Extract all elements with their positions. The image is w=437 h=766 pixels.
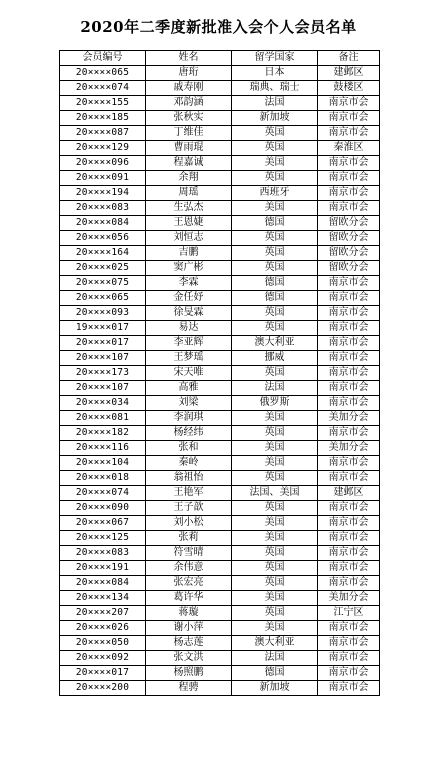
study-country-cell: 美国 xyxy=(232,516,318,531)
name-cell: 余翔 xyxy=(146,171,232,186)
study-country-cell: 英国 xyxy=(232,246,318,261)
table-row xyxy=(60,636,380,651)
member-id-cell: 20××××025 xyxy=(60,261,146,276)
study-country-cell: 英国 xyxy=(232,606,318,621)
name-cell: 杨照鹏 xyxy=(146,666,232,681)
study-country-cell: 法国 xyxy=(232,96,318,111)
member-id-cell: 20××××182 xyxy=(60,426,146,441)
remarks-cell: 南京市会 xyxy=(318,561,380,576)
name-cell: 刘梁 xyxy=(146,396,232,411)
remarks-cell: 留欧分会 xyxy=(318,216,380,231)
member-id-cell: 20××××090 xyxy=(60,501,146,516)
name-cell: 李霖 xyxy=(146,276,232,291)
table-row xyxy=(60,381,380,396)
study-country-cell: 德国 xyxy=(232,291,318,306)
study-country-cell: 俄罗斯 xyxy=(232,396,318,411)
table-row xyxy=(60,501,380,516)
table-row xyxy=(60,231,380,246)
table-row xyxy=(60,66,380,81)
remarks-cell: 南京市会 xyxy=(318,276,380,291)
member-id-cell: 20××××104 xyxy=(60,456,146,471)
remarks-cell: 南京市会 xyxy=(318,381,380,396)
name-cell: 王艳军 xyxy=(146,486,232,501)
remarks-cell: 留欧分会 xyxy=(318,246,380,261)
remarks-cell: 留欧分会 xyxy=(318,261,380,276)
name-cell: 宋天唯 xyxy=(146,366,232,381)
table-row xyxy=(60,666,380,681)
table-header xyxy=(60,51,380,66)
study-country-cell: 英国 xyxy=(232,171,318,186)
member-id-cell: 20××××093 xyxy=(60,306,146,321)
member-id-cell: 20××××083 xyxy=(60,546,146,561)
table-row xyxy=(60,186,380,201)
table-row xyxy=(60,651,380,666)
name-cell: 金任妤 xyxy=(146,291,232,306)
study-country-cell: 英国 xyxy=(232,366,318,381)
study-country-cell: 美国 xyxy=(232,156,318,171)
study-country-cell: 英国 xyxy=(232,306,318,321)
name-cell: 翁祖怡 xyxy=(146,471,232,486)
study-country-cell: 英国 xyxy=(232,426,318,441)
member-id-cell: 20××××050 xyxy=(60,636,146,651)
name-cell: 徐旻霖 xyxy=(146,306,232,321)
member-id-cell: 20××××116 xyxy=(60,441,146,456)
name-cell: 周瑶 xyxy=(146,186,232,201)
remarks-cell: 留欧分会 xyxy=(318,231,380,246)
member-id-cell: 20××××084 xyxy=(60,216,146,231)
name-cell: 戚寿刚 xyxy=(146,81,232,96)
study-country-cell: 美国 xyxy=(232,621,318,636)
remarks-cell: 南京市会 xyxy=(318,306,380,321)
remarks-cell: 南京市会 xyxy=(318,321,380,336)
name-cell: 张和 xyxy=(146,441,232,456)
member-id-cell: 20××××091 xyxy=(60,171,146,186)
study-country-cell: 法国 xyxy=(232,651,318,666)
name-cell: 余伟意 xyxy=(146,561,232,576)
member-id-cell: 20××××017 xyxy=(60,666,146,681)
name-cell: 秦岭 xyxy=(146,456,232,471)
name-cell: 葛许华 xyxy=(146,591,232,606)
table-row xyxy=(60,81,380,96)
remarks-cell: 南京市会 xyxy=(318,96,380,111)
name-cell: 张宏亮 xyxy=(146,576,232,591)
name-cell: 吉鹏 xyxy=(146,246,232,261)
table-row xyxy=(60,171,380,186)
study-country-cell: 德国 xyxy=(232,276,318,291)
name-cell: 唐珩 xyxy=(146,66,232,81)
name-cell: 邓韵涵 xyxy=(146,96,232,111)
remarks-cell: 南京市会 xyxy=(318,201,380,216)
member-id-cell: 20××××092 xyxy=(60,651,146,666)
remarks-cell: 南京市会 xyxy=(318,546,380,561)
table-row xyxy=(60,366,380,381)
member-id-cell: 20××××017 xyxy=(60,336,146,351)
study-country-cell: 英国 xyxy=(232,261,318,276)
table-row xyxy=(60,306,380,321)
member-id-cell: 20××××083 xyxy=(60,201,146,216)
table-row xyxy=(60,576,380,591)
member-id-cell: 20××××129 xyxy=(60,141,146,156)
name-cell: 刘恒志 xyxy=(146,231,232,246)
study-country-cell: 英国 xyxy=(232,141,318,156)
table-row xyxy=(60,591,380,606)
member-id-cell: 20××××034 xyxy=(60,396,146,411)
study-country-cell: 英国 xyxy=(232,231,318,246)
remarks-cell: 南京市会 xyxy=(318,666,380,681)
remarks-cell: 南京市会 xyxy=(318,396,380,411)
name-cell: 符雪晴 xyxy=(146,546,232,561)
study-country-cell: 美国 xyxy=(232,456,318,471)
member-id-cell: 20××××207 xyxy=(60,606,146,621)
table-row xyxy=(60,441,380,456)
remarks-cell: 南京市会 xyxy=(318,336,380,351)
member-id-cell: 20××××155 xyxy=(60,96,146,111)
member-id-cell: 20××××194 xyxy=(60,186,146,201)
member-id-cell: 20××××087 xyxy=(60,126,146,141)
member-id-cell: 20××××074 xyxy=(60,81,146,96)
member-id-cell: 20××××065 xyxy=(60,66,146,81)
study-country-cell: 新加坡 xyxy=(232,111,318,126)
remarks-cell: 南京市会 xyxy=(318,531,380,546)
table-row xyxy=(60,531,380,546)
header-member-id: 会员编号 xyxy=(60,51,146,66)
name-cell: 张秋实 xyxy=(146,111,232,126)
name-cell: 张莉 xyxy=(146,531,232,546)
member-id-cell: 20××××173 xyxy=(60,366,146,381)
name-cell: 李润琪 xyxy=(146,411,232,426)
member-table xyxy=(59,50,380,696)
remarks-cell: 建邺区 xyxy=(318,486,380,501)
name-cell: 谢小萍 xyxy=(146,621,232,636)
remarks-cell: 南京市会 xyxy=(318,471,380,486)
remarks-cell: 南京市会 xyxy=(318,426,380,441)
member-id-cell: 20××××056 xyxy=(60,231,146,246)
table-row xyxy=(60,411,380,426)
table-row xyxy=(60,321,380,336)
name-cell: 生弘杰 xyxy=(146,201,232,216)
remarks-cell: 南京市会 xyxy=(318,156,380,171)
remarks-cell: 南京市会 xyxy=(318,171,380,186)
study-country-cell: 法国 xyxy=(232,381,318,396)
name-cell: 高雅 xyxy=(146,381,232,396)
study-country-cell: 德国 xyxy=(232,216,318,231)
header-row xyxy=(60,51,380,66)
member-id-cell: 19××××017 xyxy=(60,321,146,336)
table-row xyxy=(60,156,380,171)
member-id-cell: 20××××026 xyxy=(60,621,146,636)
study-country-cell: 美国 xyxy=(232,411,318,426)
table-row xyxy=(60,471,380,486)
name-cell: 李亚辉 xyxy=(146,336,232,351)
table-row xyxy=(60,291,380,306)
remarks-cell: 南京市会 xyxy=(318,291,380,306)
table-row xyxy=(60,516,380,531)
study-country-cell: 美国 xyxy=(232,591,318,606)
name-cell: 王子歆 xyxy=(146,501,232,516)
remarks-cell: 美加分会 xyxy=(318,411,380,426)
remarks-cell: 南京市会 xyxy=(318,576,380,591)
remarks-cell: 南京市会 xyxy=(318,501,380,516)
study-country-cell: 英国 xyxy=(232,126,318,141)
name-cell: 丁维佳 xyxy=(146,126,232,141)
member-id-cell: 20××××164 xyxy=(60,246,146,261)
member-id-cell: 20××××107 xyxy=(60,351,146,366)
remarks-cell: 美加分会 xyxy=(318,591,380,606)
remarks-cell: 南京市会 xyxy=(318,186,380,201)
name-cell: 程嘉诚 xyxy=(146,156,232,171)
name-cell: 王梦瑶 xyxy=(146,351,232,366)
table-row xyxy=(60,276,380,291)
member-id-cell: 20××××134 xyxy=(60,591,146,606)
remarks-cell: 南京市会 xyxy=(318,351,380,366)
member-id-cell: 20××××125 xyxy=(60,531,146,546)
remarks-cell: 南京市会 xyxy=(318,651,380,666)
member-id-cell: 20××××075 xyxy=(60,276,146,291)
study-country-cell: 德国 xyxy=(232,666,318,681)
table-row xyxy=(60,246,380,261)
study-country-cell: 英国 xyxy=(232,501,318,516)
table-row xyxy=(60,396,380,411)
remarks-cell: 鼓楼区 xyxy=(318,81,380,96)
study-country-cell: 澳大利亚 xyxy=(232,336,318,351)
member-id-cell: 20××××067 xyxy=(60,516,146,531)
study-country-cell: 法国、美国 xyxy=(232,486,318,501)
member-id-cell: 20××××191 xyxy=(60,561,146,576)
member-id-cell: 20××××081 xyxy=(60,411,146,426)
study-country-cell: 英国 xyxy=(232,471,318,486)
study-country-cell: 日本 xyxy=(232,66,318,81)
name-cell: 王恩婕 xyxy=(146,216,232,231)
member-id-cell: 20××××018 xyxy=(60,471,146,486)
study-country-cell: 英国 xyxy=(232,546,318,561)
study-country-cell: 美国 xyxy=(232,441,318,456)
table-row xyxy=(60,621,380,636)
remarks-cell: 南京市会 xyxy=(318,516,380,531)
member-id-cell: 20××××107 xyxy=(60,381,146,396)
remarks-cell: 秦淮区 xyxy=(318,141,380,156)
table-row xyxy=(60,261,380,276)
table-row xyxy=(60,681,380,696)
study-country-cell: 西班牙 xyxy=(232,186,318,201)
name-cell: 刘小松 xyxy=(146,516,232,531)
name-cell: 程骋 xyxy=(146,681,232,696)
table-row xyxy=(60,201,380,216)
name-cell: 杨经纬 xyxy=(146,426,232,441)
table-body xyxy=(60,66,380,696)
study-country-cell: 美国 xyxy=(232,531,318,546)
remarks-cell: 南京市会 xyxy=(318,621,380,636)
table-row xyxy=(60,336,380,351)
member-id-cell: 20××××084 xyxy=(60,576,146,591)
study-country-cell: 英国 xyxy=(232,321,318,336)
table-row xyxy=(60,111,380,126)
study-country-cell: 英国 xyxy=(232,576,318,591)
name-cell: 曹雨琨 xyxy=(146,141,232,156)
table-row xyxy=(60,96,380,111)
name-cell: 张文洪 xyxy=(146,651,232,666)
table-row xyxy=(60,561,380,576)
table-row xyxy=(60,126,380,141)
table-row xyxy=(60,426,380,441)
header-study-country: 留学国家 xyxy=(232,51,318,66)
remarks-cell: 江宁区 xyxy=(318,606,380,621)
header-name: 姓名 xyxy=(146,51,232,66)
name-cell: 杨志莲 xyxy=(146,636,232,651)
remarks-cell: 建邺区 xyxy=(318,66,380,81)
table-row xyxy=(60,351,380,366)
name-cell: 蒋璇 xyxy=(146,606,232,621)
study-country-cell: 瑞典、瑞士 xyxy=(232,81,318,96)
study-country-cell: 澳大利亚 xyxy=(232,636,318,651)
name-cell: 窦广彬 xyxy=(146,261,232,276)
member-id-cell: 20××××185 xyxy=(60,111,146,126)
remarks-cell: 南京市会 xyxy=(318,366,380,381)
study-country-cell: 新加坡 xyxy=(232,681,318,696)
member-id-cell: 20××××096 xyxy=(60,156,146,171)
table-row xyxy=(60,546,380,561)
name-cell: 易达 xyxy=(146,321,232,336)
header-remarks: 备注 xyxy=(318,51,380,66)
remarks-cell: 南京市会 xyxy=(318,681,380,696)
remarks-cell: 南京市会 xyxy=(318,456,380,471)
remarks-cell: 南京市会 xyxy=(318,636,380,651)
page-title: 2020年二季度新批准入会个人会员名单 xyxy=(80,18,357,36)
remarks-cell: 美加分会 xyxy=(318,441,380,456)
table-row xyxy=(60,486,380,501)
study-country-cell: 英国 xyxy=(232,561,318,576)
member-id-cell: 20××××074 xyxy=(60,486,146,501)
member-id-cell: 20××××200 xyxy=(60,681,146,696)
study-country-cell: 美国 xyxy=(232,201,318,216)
table-row xyxy=(60,216,380,231)
remarks-cell: 南京市会 xyxy=(318,126,380,141)
table-row xyxy=(60,456,380,471)
table-row xyxy=(60,606,380,621)
study-country-cell: 挪威 xyxy=(232,351,318,366)
member-id-cell: 20××××065 xyxy=(60,291,146,306)
table-row xyxy=(60,141,380,156)
remarks-cell: 南京市会 xyxy=(318,111,380,126)
